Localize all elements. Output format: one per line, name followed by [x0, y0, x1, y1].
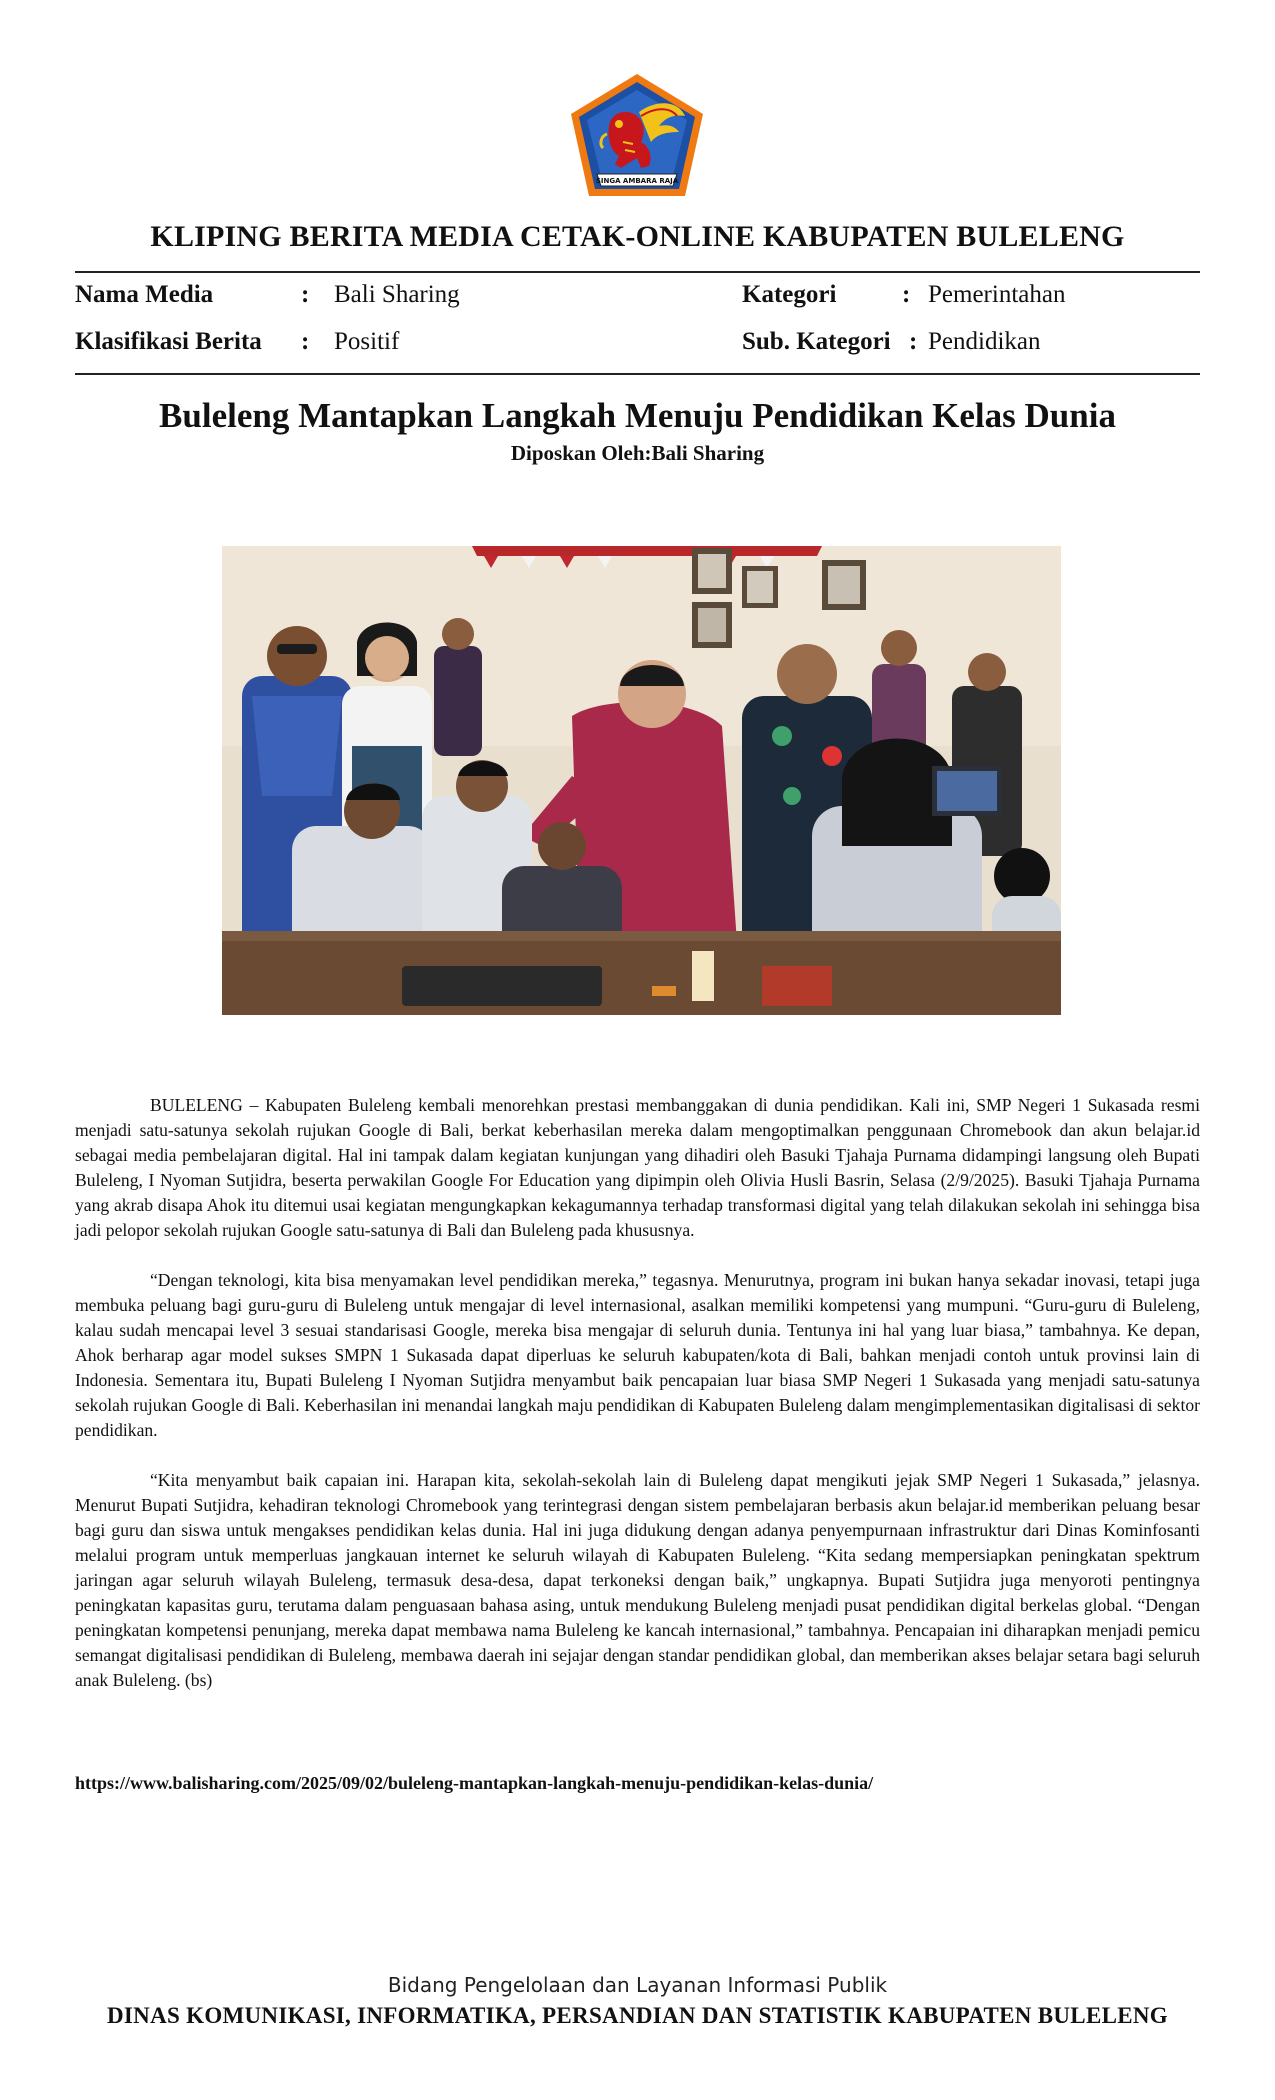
meta-colon: : [909, 328, 918, 355]
clipping-header-title: KLIPING BERITA MEDIA CETAK-ONLINE KABUPATEN BULELENG [150, 220, 1125, 253]
article-body [75, 1093, 1200, 1718]
meta-nama-media [75, 281, 575, 313]
article-paragraph: “Dengan teknologi, kita bisa menyamakan level pendidikan mereka,” tegasnya. Menurutnya, program ini bukan hanya sekadar inovasi, tetapi juga membuka peluang bagi guru-guru di Buleleng untuk mengajar di level internasional, asalkan memiliki kompetensi yang mumpuni. “Guru-guru di Buleleng, kalau sudah mencapai level 3 sesuai standarisasi Google, mereka bisa mengajar di seluruh dunia. Tentunya ini hal yang luar biasa,” tambahnya. Ke depan, Ahok berharap agar model sukses SMPN 1 Sukasada dapat diperluas ke seluruh kabupaten/kota di Bali, bahkan menjadi contoh untuk provinsi lain di Indonesia. Sementara itu, Bupati Buleleng I Nyoman Sutjidra menyambut baik pencapaian luar biasa SMP Negeri 1 Sukasada yang menjadi satu-satunya sekolah rujukan Google di Bali. Keberhasilan ini menandai langkah maju pendidikan di Kabupaten Buleleng dalam mengimplementasikan digitalisasi di sektor pendidikan. [75, 1270, 1200, 1440]
footer-department: Bidang Pengelolaan dan Layanan Informasi Publik [387, 1973, 888, 1997]
meta-colon: : [902, 281, 911, 308]
article-byline: Diposkan Oleh:Bali Sharing [510, 441, 765, 465]
meta-colon: : [301, 281, 310, 308]
svg-text:SINGA AMBARA RAJA: SINGA AMBARA RAJA [595, 177, 679, 185]
meta-sub-kategori [742, 328, 1200, 360]
article-paragraph: BULELENG – Kabupaten Buleleng kembali menorehkan prestasi membanggakan di dunia pendidikan. Kali ini, SMP Negeri 1 Sukasada resmi menjadi satu-satunya sekolah rujukan Google di Bali, berkat keberhasilan mereka dalam mengoptimalkan penggunaan Chromebook dan akun belajar.id sebagai media pembelajaran digital. Hal ini tampak dalam kegiatan kunjungan yang dihadiri oleh Basuki Tjahaja Purnama didampingi langsung oleh Bupati Buleleng, I Nyoman Sutjidra, beserta perwakilan Google For Education yang dipimpin oleh Olivia Husli Basrin, Selasa (2/9/2025). Basuki Tjahaja Purnama yang akrab disapa Ahok itu ditemui usai kegiatan mengungkapkan kekagumannya terhadap transformasi digital yang telah dilakukan sekolah ini sehingga bisa jadi pelopor sekolah rujukan Google satu-satunya di Bali dan Buleleng pada khususnya. [75, 1095, 1200, 1240]
meta-label: Kategori [742, 281, 837, 308]
header-divider-top [75, 271, 1200, 273]
source-url-link[interactable]: https://www.balisharing.com/2025/09/02/buleleng-mantapkan-langkah-menuju-pendidikan-kelas-dunia/ [75, 1773, 874, 1793]
meta-value: Pemerintahan [928, 281, 1066, 308]
buleleng-crest-logo [567, 72, 707, 200]
meta-kategori [742, 281, 1200, 313]
meta-value: Bali Sharing [334, 281, 460, 308]
header-divider-bottom [75, 373, 1200, 375]
meta-label: Sub. Kategori [742, 328, 891, 355]
meta-value: Positif [334, 328, 400, 355]
article-title: Buleleng Mantapkan Langkah Menuju Pendidikan Kelas Dunia [159, 396, 1116, 435]
article-paragraph: “Kita menyambut baik capaian ini. Harapan kita, sekolah-sekolah lain di Buleleng dapat mengikuti jejak SMP Negeri 1 Sukasada,” jelasnya. Menurut Bupati Sutjidra, kehadiran teknologi Chromebook yang terintegrasi dengan sistem pembelajaran berbasis akun belajar.id memberikan peluang besar bagi guru dan siswa untuk mengakses pendidikan kelas dunia. Hal ini juga didukung dengan adanya penyempurnaan infrastruktur dari Dinas Kominfosanti melalui program untuk memperluas jangkauan internet ke seluruh wilayah di Kabupaten Buleleng. “Kita sedang mempersiapkan peningkatan spektrum jaringan agar seluruh wilayah Buleleng, termasuk desa-desa, dapat terkoneksi dengan baik,” ungkapnya. Bupati Sutjidra juga menyoroti pentingnya peningkatan kapasitas guru, terutama dalam penguasaan bahasa asing, untuk mendukung Buleleng menjadi pusat pendidikan digital berkelas global. “Dengan peningkatan kompetensi penunjang, mereka dapat membawa nama Buleleng ke kancah internasional,” tambahnya. Pencapaian ini diharapkan menjadi pemicu semangat digitalisasi pendidikan di Buleleng, membawa daerah ini sejajar dengan standar pendidikan global, dan memberikan akses belajar setara bagi seluruh anak Buleleng. (bs) [75, 1470, 1200, 1690]
meta-label: Nama Media [75, 281, 214, 308]
meta-klasifikasi-berita [75, 328, 575, 360]
meta-label: Klasifikasi Berita [75, 328, 262, 355]
footer-agency: DINAS KOMUNIKASI, INFORMATIKA, PERSANDIAN DAN STATISTIK KABUPATEN BULELENG [107, 2003, 1168, 2028]
meta-value: Pendidikan [928, 328, 1041, 355]
meta-colon: : [301, 328, 310, 355]
article-photo [222, 546, 1061, 1015]
